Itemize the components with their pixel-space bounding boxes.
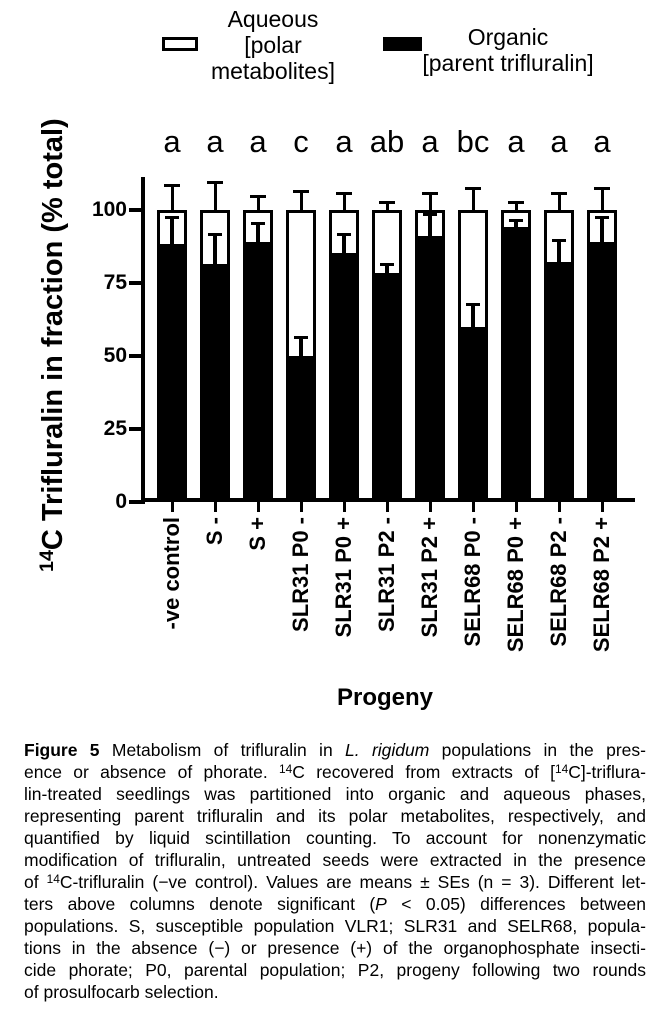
legend-label-aqueous xyxy=(198,6,348,84)
significance-letter: a xyxy=(163,124,181,159)
x-tick xyxy=(300,502,303,512)
text-segment: populations in the pres- xyxy=(429,740,646,760)
x-tick xyxy=(171,502,174,512)
stacked-bar xyxy=(372,210,402,502)
text-segment: P xyxy=(375,894,387,914)
error-bar-boundary-cap xyxy=(165,216,179,219)
stacked-bar xyxy=(587,210,617,502)
text-segment: tions in the absence (−) or presence (+) of the organophosphate insecti- xyxy=(24,938,646,958)
organic-fraction-fill xyxy=(547,262,571,499)
legend-label-aqueous-line1: Aqueous xyxy=(227,6,319,32)
error-bar-boundary-stem xyxy=(600,216,604,245)
error-bar-top-cap xyxy=(293,190,309,193)
y-tick-label: 100 xyxy=(91,198,127,221)
y-tick xyxy=(129,354,141,358)
text-segment: ters above columns denote significant ( xyxy=(24,894,376,914)
legend-label-organic xyxy=(413,24,603,76)
error-bar-top-stem xyxy=(171,184,174,213)
x-tick xyxy=(257,502,260,512)
legend-label-aqueous-line2: [polar xyxy=(244,32,302,58)
error-bar-boundary-stem xyxy=(170,216,174,248)
error-bar-boundary-stem xyxy=(256,222,260,245)
caption-line xyxy=(24,739,646,761)
x-category-label: S + xyxy=(245,517,270,551)
error-bar-top-cap xyxy=(465,187,481,190)
significance-letter: a xyxy=(507,124,525,159)
error-bar-boundary-stem xyxy=(428,213,432,239)
error-bar-boundary-stem xyxy=(299,336,303,362)
text-segment: of prosulfocarb selection. xyxy=(24,982,219,1002)
organic-fraction-fill xyxy=(461,327,485,499)
error-bar-top-cap xyxy=(551,192,567,195)
error-bar-top-cap xyxy=(336,192,352,195)
significance-letter: ab xyxy=(369,124,405,159)
organic-fraction-fill xyxy=(246,242,270,499)
error-bar-boundary-stem xyxy=(213,233,217,269)
significance-letter: c xyxy=(293,124,309,159)
error-bar-boundary-stem xyxy=(471,303,475,333)
stacked-bar xyxy=(157,210,187,502)
caption-line xyxy=(24,827,646,849)
text-segment: Metabolism of trifluralin in xyxy=(99,740,346,760)
x-category-label: SLR31 P2 + xyxy=(417,517,442,638)
x-tick xyxy=(472,502,475,512)
organic-fraction-fill xyxy=(590,242,614,499)
organic-fraction-fill xyxy=(418,236,442,499)
error-bar-boundary-cap xyxy=(337,233,351,236)
x-category-label: -ve control xyxy=(159,517,184,630)
x-category-label: SLR31 P0 + xyxy=(331,517,356,638)
x-tick xyxy=(343,502,346,512)
significance-letter: a xyxy=(249,124,267,159)
error-bar-boundary-cap xyxy=(466,303,480,306)
y-tick-label: 0 xyxy=(115,490,127,513)
caption-line xyxy=(24,761,646,783)
stacked-bar xyxy=(501,210,531,502)
text-segment: cide phorate; P0, parental population; P2, progeny following two rounds xyxy=(24,960,646,980)
text-segment: C]-triflura- xyxy=(568,762,646,782)
significance-letter: bc xyxy=(456,124,490,159)
text-segment: quantified by liquid scintillation counting. To account for nonenzymatic xyxy=(24,828,646,848)
caption-line xyxy=(24,805,646,827)
text-segment: modification of trifluralin, untreated seeds were extracted in the presence xyxy=(24,850,646,870)
error-bar-top-stem xyxy=(214,181,217,213)
text-segment: lin-treated seedlings was partitioned into organic and aqueous phases, xyxy=(24,784,646,804)
y-tick-label: 75 xyxy=(103,271,127,294)
organic-fraction-fill xyxy=(289,356,313,499)
organic-fraction-fill xyxy=(332,253,356,499)
text-segment: C-trifluralin (−ve control). Values are means ± SEs (n = 3). Different let- xyxy=(59,872,646,892)
significance-letter: a xyxy=(421,124,439,159)
text-segment: representing parent trifluralin and its polar metabolites, respectively, and xyxy=(24,806,646,826)
error-bar-boundary-stem xyxy=(557,239,561,266)
error-bar-boundary-cap xyxy=(251,222,265,225)
caption-line xyxy=(24,783,646,805)
caption-line xyxy=(24,849,646,871)
error-bar-boundary-cap xyxy=(552,239,566,242)
error-bar-top-cap xyxy=(422,192,438,195)
error-bar-boundary-cap xyxy=(423,213,437,216)
y-tick xyxy=(129,208,141,212)
x-category-label: SELR68 P0 - xyxy=(460,517,485,647)
y-tick xyxy=(129,500,141,504)
x-tick xyxy=(429,502,432,512)
x-tick xyxy=(214,502,217,512)
text-segment: 14 xyxy=(46,871,60,886)
organic-fraction-fill xyxy=(375,273,399,499)
text-segment: 14 xyxy=(36,550,59,572)
caption-line xyxy=(24,937,646,959)
x-category-label: SELR68 P2 + xyxy=(589,517,614,653)
figure-caption xyxy=(24,739,646,1003)
error-bar-top-cap xyxy=(207,181,223,184)
text-segment: C recovered from extracts of [ xyxy=(292,762,555,782)
plot-area xyxy=(91,124,648,653)
legend-swatch-aqueous xyxy=(162,37,198,51)
x-tick xyxy=(515,502,518,512)
caption-line xyxy=(24,871,646,893)
y-tick xyxy=(129,281,141,285)
stacked-bar xyxy=(243,210,273,502)
text-segment: of xyxy=(24,872,47,892)
text-segment: 14 xyxy=(279,761,293,776)
text-segment: L. rigidum xyxy=(345,740,430,760)
y-tick xyxy=(129,427,141,431)
legend-label-organic-line1: Organic xyxy=(467,24,549,50)
x-tick xyxy=(558,502,561,512)
x-tick xyxy=(386,502,389,512)
x-category-label: SLR31 P0 - xyxy=(288,517,313,632)
x-category-label: SELR68 P2 - xyxy=(546,517,571,647)
x-category-label: S - xyxy=(202,517,227,546)
legend-label-organic-line2: [parent trifluralin] xyxy=(422,50,594,76)
significance-letter: a xyxy=(206,124,224,159)
caption-line xyxy=(24,959,646,981)
legend-label-aqueous-line3: metabolites] xyxy=(210,58,335,84)
y-tick-label: 25 xyxy=(103,417,127,440)
error-bar-boundary-cap xyxy=(380,263,394,266)
error-bar-boundary-cap xyxy=(595,216,609,219)
caption-line xyxy=(24,981,646,1003)
error-bar-top-cap xyxy=(164,184,180,187)
error-bar-top-cap xyxy=(594,187,610,190)
significance-letter: a xyxy=(593,124,611,159)
organic-fraction-fill xyxy=(203,264,227,499)
text-segment: Figure 5 xyxy=(24,740,100,760)
organic-fraction-fill xyxy=(504,227,528,499)
error-bar-top-cap xyxy=(379,201,395,204)
error-bar-boundary-cap xyxy=(208,233,222,236)
error-bar-top-cap xyxy=(508,201,524,204)
stacked-bar xyxy=(415,210,445,502)
significance-letter: a xyxy=(335,124,353,159)
text-segment: ence or absence of phorate. xyxy=(24,762,280,782)
text-segment: C Trifluralin in fraction (% total) xyxy=(37,118,69,551)
error-bar-boundary-cap xyxy=(294,336,308,339)
error-bar-boundary-cap xyxy=(509,219,523,222)
organic-fraction-fill xyxy=(160,244,184,499)
stacked-bar xyxy=(458,210,488,502)
text-segment: populations. S, susceptible population VLR1; SLR31 and SELR68, popula- xyxy=(24,916,646,936)
error-bar-boundary-stem xyxy=(342,233,346,257)
x-category-label: SELR68 P0 + xyxy=(503,517,528,653)
y-tick-label: 50 xyxy=(103,344,127,367)
text-segment: < 0.05) differences between xyxy=(386,894,646,914)
x-axis-title: Progeny xyxy=(336,684,434,711)
error-bar-top-cap xyxy=(250,195,266,198)
x-category-label: SLR31 P2 - xyxy=(374,517,399,632)
text-segment: 14 xyxy=(554,761,569,776)
x-tick xyxy=(601,502,604,512)
caption-line xyxy=(24,915,646,937)
y-axis-line xyxy=(141,177,145,504)
significance-letter: a xyxy=(550,124,568,159)
caption-line xyxy=(24,893,646,915)
